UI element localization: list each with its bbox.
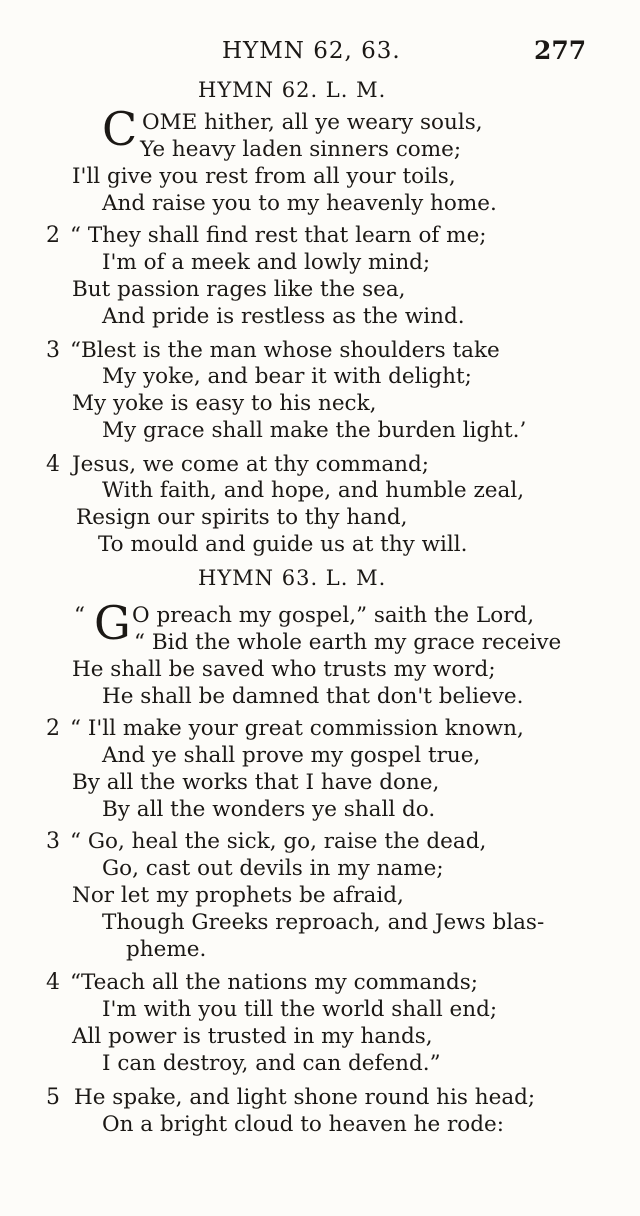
verse-line: “ They shall find rest that learn of me; bbox=[70, 223, 487, 248]
verse-line: My yoke is easy to his neck, bbox=[72, 391, 377, 416]
verse-line: I can destroy, and can defend.” bbox=[102, 1051, 441, 1076]
verse-line: On a bright cloud to heaven he rode: bbox=[102, 1112, 504, 1137]
verse-line: “ I'll make your great commission known, bbox=[70, 716, 524, 741]
stanza-number: 3 bbox=[46, 338, 60, 363]
verse-line: My grace shall make the burden light.’ bbox=[102, 418, 527, 443]
hymn-62-title: HYMN 62. L. M. bbox=[198, 78, 387, 102]
page-number: 277 bbox=[534, 36, 587, 65]
verse-line: Jesus, we come at thy command; bbox=[72, 452, 430, 477]
stanza-number: 4 bbox=[46, 452, 60, 477]
verse-line: To mould and guide us at thy will. bbox=[98, 532, 468, 557]
verse-line: All power is trusted in my hands, bbox=[72, 1024, 433, 1049]
verse-line: I'll give you rest from all your toils, bbox=[72, 164, 456, 189]
verse-line: O preach my gospel,” saith the Lord, bbox=[132, 603, 535, 628]
verse-line: “ Bid the whole earth my grace receive bbox=[134, 630, 562, 655]
verse-line: And ye shall prove my gospel true, bbox=[102, 743, 481, 768]
stanza-number: 3 bbox=[46, 829, 60, 854]
verse-line: With faith, and hope, and humble zeal, bbox=[102, 478, 525, 503]
hymn-63-title: HYMN 63. L. M. bbox=[198, 566, 387, 590]
verse-line: OME hither, all ye weary souls, bbox=[142, 110, 483, 135]
verse-line: pheme. bbox=[126, 937, 207, 962]
verse-line: And raise you to my heavenly home. bbox=[102, 191, 497, 216]
verse-line: “Teach all the nations my commands; bbox=[70, 970, 479, 995]
verse-line: By all the wonders ye shall do. bbox=[102, 797, 436, 822]
verse-line: “ Go, heal the sick, go, raise the dead, bbox=[70, 829, 487, 854]
running-head bbox=[0, 34, 640, 74]
stanza-number: 5 bbox=[46, 1085, 60, 1110]
verse-line: Go, cast out devils in my name; bbox=[102, 856, 444, 881]
verse-line: I'm with you till the world shall end; bbox=[102, 997, 498, 1022]
verse-line: He spake, and light shone round his head; bbox=[74, 1085, 536, 1110]
drop-cap: C bbox=[102, 102, 138, 156]
verse-line: And pride is restless as the wind. bbox=[102, 304, 465, 329]
open-quote: “ bbox=[74, 603, 85, 628]
verse-line: Ye heavy laden sinners come; bbox=[140, 137, 462, 162]
stanza-number: 2 bbox=[46, 716, 60, 741]
verse-line: But passion rages like the sea, bbox=[72, 277, 406, 302]
running-head-title: HYMN 62, 63. bbox=[222, 38, 401, 64]
verse-line: He shall be damned that don't believe. bbox=[102, 684, 524, 709]
verse-line: Though Greeks reproach, and Jews blas- bbox=[102, 910, 545, 935]
verse-line: Nor let my prophets be afraid, bbox=[72, 883, 404, 908]
stanza-number: 2 bbox=[46, 223, 60, 248]
verse-line: Resign our spirits to thy hand, bbox=[76, 505, 408, 530]
verse-line: My yoke, and bear it with delight; bbox=[102, 364, 472, 389]
verse-line: By all the works that I have done, bbox=[72, 770, 440, 795]
stanza-number: 4 bbox=[46, 970, 60, 995]
verse-line: I'm of a meek and lowly mind; bbox=[102, 250, 431, 275]
verse-line: He shall be saved who trusts my word; bbox=[72, 657, 496, 682]
verse-line: “Blest is the man whose shoulders take bbox=[70, 338, 500, 363]
drop-cap: G bbox=[94, 596, 131, 650]
